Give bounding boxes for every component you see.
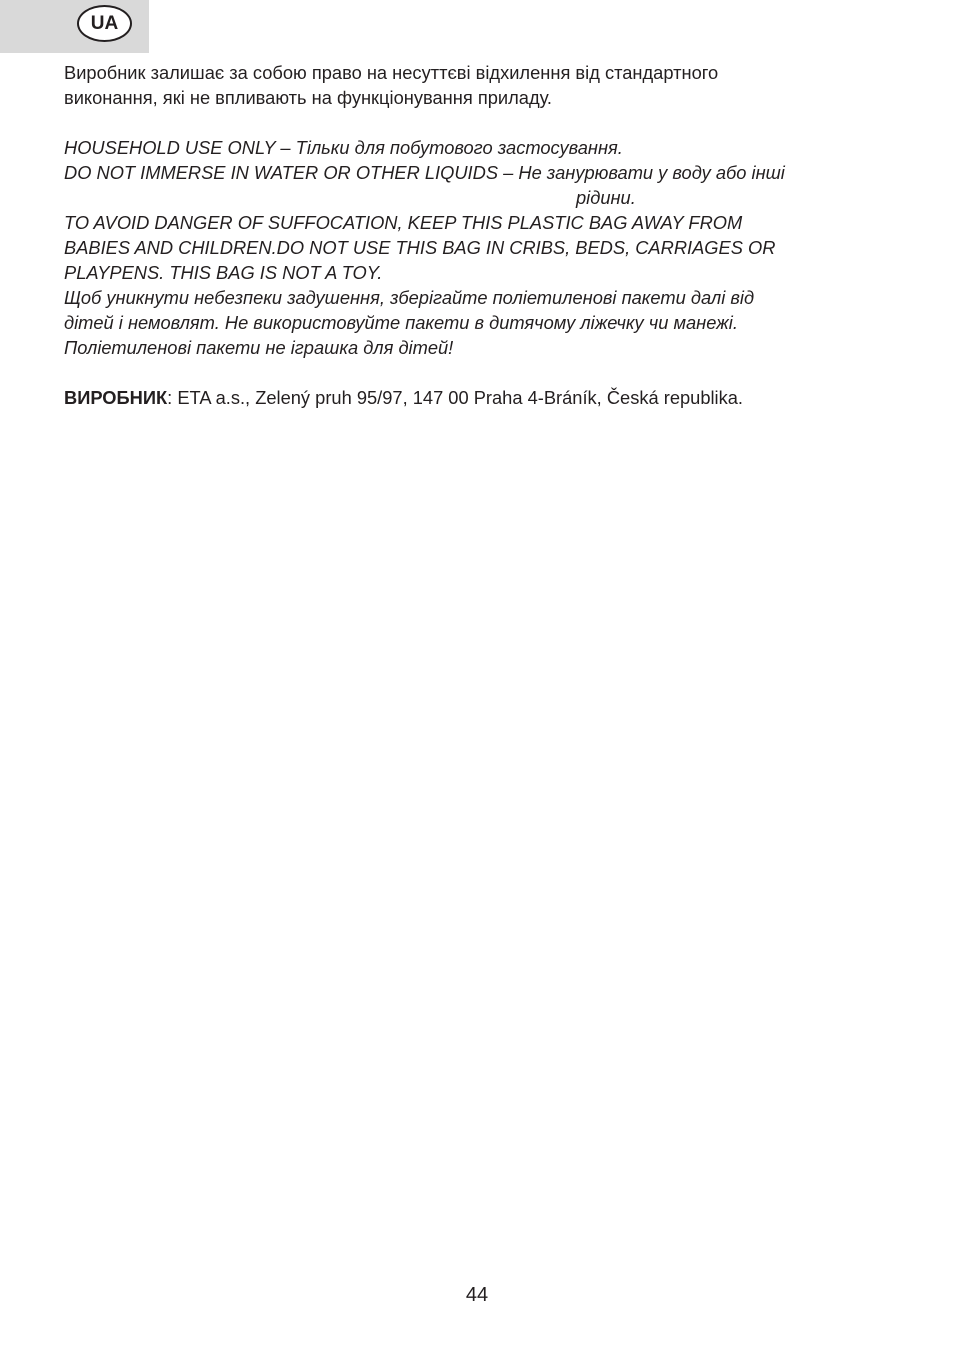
- intro-line: виконання, які не впливають на функціонування приладу.: [64, 87, 552, 108]
- document-body: [64, 60, 894, 410]
- bag-warning-en: TO AVOID DANGER OF SUFFOCATION, KEEP THIS PLASTIC BAG AWAY FROM: [64, 212, 743, 233]
- page-number: 44: [465, 1284, 489, 1306]
- manufacturer-info: [64, 385, 894, 410]
- bag-warning-ua: Щоб уникнути небезпеки задушення, зберігайте поліетиленові пакети далі від: [64, 287, 755, 308]
- language-badge: UA: [77, 5, 132, 42]
- intro-line: Виробник залишає за собою право на несуттєві відхилення від стандартного: [64, 62, 719, 83]
- manufacturer-address: : ETA a.s., Zelený pruh 95/97, 147 00 Praha 4-Bráník, Česká republika.: [167, 387, 743, 408]
- immerse-warning-continuation: рідини.: [576, 187, 636, 208]
- manufacturer-label: ВИРОБНИК: [64, 387, 168, 408]
- spacer: [64, 110, 894, 135]
- bag-warning-en: PLAYPENS. THIS BAG IS NOT A TOY.: [64, 262, 383, 283]
- spacer: [64, 360, 894, 385]
- immerse-warning: DO NOT IMMERSE IN WATER OR OTHER LIQUIDS – Не занурювати у воду або інші: [64, 162, 785, 183]
- household-warning: HOUSEHOLD USE ONLY – Тільки для побутового застосування.: [64, 137, 623, 158]
- warnings-block: [64, 135, 894, 360]
- intro-paragraph: [64, 60, 894, 110]
- bag-warning-en: BABIES AND CHILDREN.DO NOT USE THIS BAG IN CRIBS, BEDS, CARRIAGES OR: [64, 237, 776, 258]
- bag-warning-ua: Поліетиленові пакети не іграшка для дітей!: [64, 337, 454, 358]
- bag-warning-ua: дітей і немовлят. Не використовуйте пакети в дитячому ліжечку чи манежі.: [64, 312, 738, 333]
